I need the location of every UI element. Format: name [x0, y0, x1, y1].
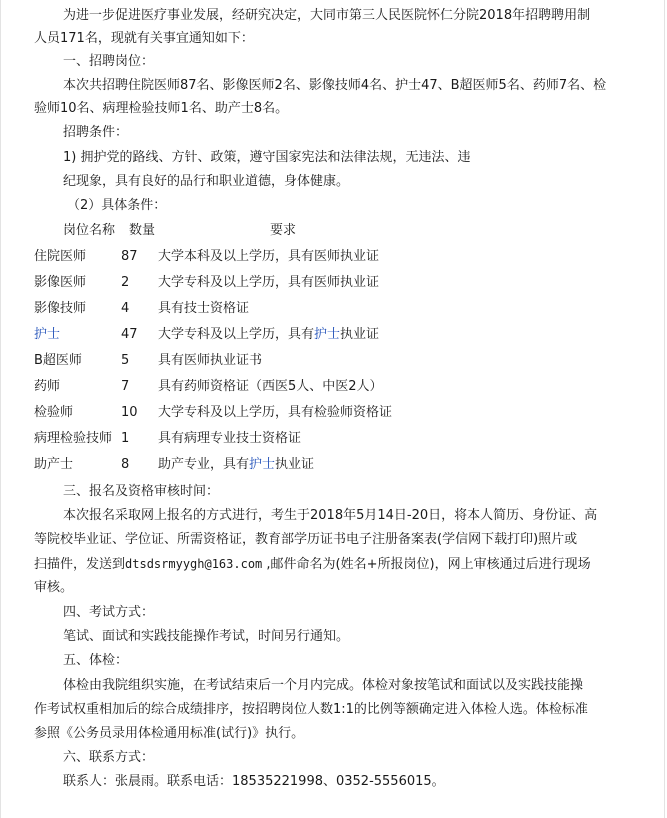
row-requirement: 大学专科及以上学历，具有医师执业证 [158, 275, 380, 290]
condition-2-heading: （2）具体条件： [67, 198, 167, 213]
row-count: 10 [121, 405, 138, 420]
intro-line-2: 人员171名，现就有关事宜通知如下： [34, 31, 254, 46]
row-count: 4 [121, 301, 130, 316]
section-5-line-1: 体检由我院组织实施，在考试结束后一个月内完成。体检对象按笔试和面试以及实践技能操 [63, 678, 584, 693]
condition-1-line-1: 1) 拥护党的路线、方针、政策，遵守国家宪法和法律法规，无违法、违 [63, 150, 471, 165]
section-3-line-4: 审核。 [34, 580, 74, 595]
row-requirement: 大学本科及以上学历，具有医师执业证 [158, 249, 380, 264]
row-position: 助产士 [34, 457, 74, 472]
section-4-line-1: 笔试、面试和实践技能操作考试，时间另行通知。 [63, 629, 350, 644]
section-4-heading: 四、考试方式： [63, 605, 155, 620]
section-1-heading: 一、招聘岗位： [63, 54, 155, 69]
row-requirement: 大学专科及以上学历，具有护士执业证 [158, 327, 380, 342]
section-1-line-2: 验师10名、病理检验技师1名、助产士8名。 [34, 101, 289, 116]
email-address[interactable]: dtsdsrmyygh@163.com [125, 557, 263, 571]
row-position: 影像技师 [34, 301, 87, 316]
nurse-link[interactable]: 护士 [314, 327, 341, 342]
section-3-line-1: 本次报名采取网上报名的方式进行，考生于2018年5月14日-20日，将本人简历、身份证、高 [63, 508, 598, 523]
row-count: 2 [121, 275, 130, 290]
row-position: 住院医师 [34, 249, 87, 264]
row-requirement: 具有药师资格证（西医5人、中医2人） [158, 379, 383, 394]
section-6-heading: 六、联系方式： [63, 750, 155, 765]
contact-line: 联系人：张晨雨。联系电话：18535221998、0352-5556015。 [63, 774, 445, 789]
row-requirement: 大学专科及以上学历，具有检验师资格证 [158, 405, 393, 420]
row-count: 1 [121, 431, 130, 446]
row-count: 87 [121, 249, 138, 264]
section-5-heading: 五、体检： [63, 653, 129, 668]
row-count: 7 [121, 379, 130, 394]
row-position: 病理检验技师 [34, 431, 113, 446]
table-header-count: 数量 [129, 223, 156, 238]
row-requirement: 具有技士资格证 [158, 301, 250, 316]
row-requirement: 具有病理专业技士资格证 [158, 431, 302, 446]
row-requirement: 具有医师执业证书 [158, 353, 263, 368]
table-header-requirement: 要求 [270, 223, 297, 238]
row-count: 47 [121, 327, 138, 342]
condition-1-line-2: 纪现象，具有良好的品行和职业道德，身体健康。 [63, 174, 350, 189]
intro-line-1: 为进一步促进医疗事业发展，经研究决定，大同市第三人民医院怀仁分院2018年招聘聘用制 [63, 8, 591, 23]
nurse-link[interactable]: 护士 [249, 457, 276, 472]
section-3-line-3: 扫描件，发送到dtsdsrmyygh@163.com ,邮件命名为(姓名+所报岗位)，网上审核通过后进行现场 [34, 557, 591, 572]
section-3-line-2: 等院校毕业证、学位证、所需资格证，教育部学历证书电子注册备案表(学信网下载打印)照片或 [34, 532, 578, 547]
row-count: 8 [121, 457, 130, 472]
row-position: B超医师 [34, 353, 82, 368]
row-position: 药师 [34, 379, 61, 394]
section-3-heading: 三、报名及资格审核时间： [63, 484, 220, 499]
row-position: 影像医师 [34, 275, 87, 290]
row-position-link[interactable]: 护士 [34, 327, 61, 342]
row-count: 5 [121, 353, 130, 368]
conditions-heading: 招聘条件： [63, 125, 129, 140]
table-header-position: 岗位名称 [63, 223, 116, 238]
row-requirement: 助产专业，具有护士执业证 [158, 457, 315, 472]
section-1-line-1: 本次共招聘住院医师87名、影像医师2名、影像技师4名、护士47、B超医师5名、药师7名、检 [63, 78, 607, 93]
row-position: 检验师 [34, 405, 74, 420]
section-5-line-2: 作考试权重相加后的综合成绩排序，按招聘岗位人数1:1的比例等额确定进入体检人选。体检标准 [34, 702, 588, 717]
section-5-line-3: 参照《公务员录用体检通用标准(试行)》执行。 [34, 726, 305, 741]
